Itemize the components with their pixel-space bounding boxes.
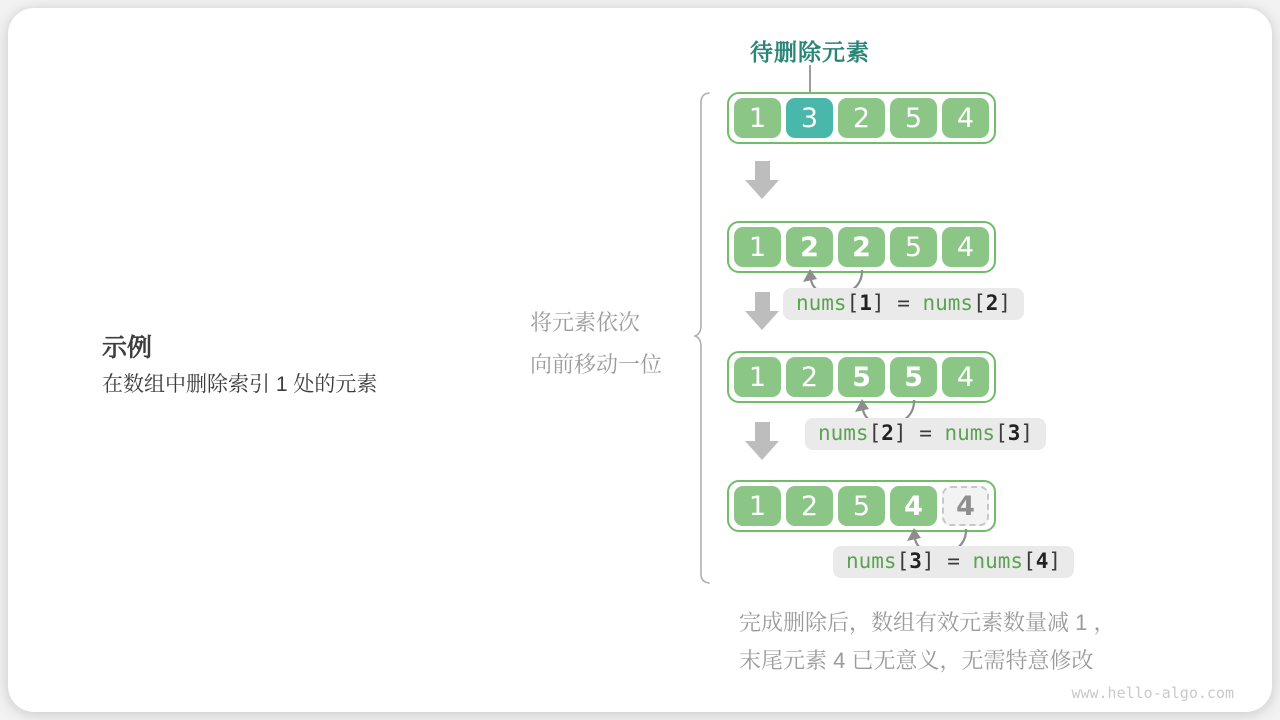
array-cell-source: 2 [838,227,885,267]
footer-note-line2: 末尾元素 4 已无意义，无需特意修改 [739,648,1094,673]
footer-note [739,604,1115,680]
array-cell: 1 [734,357,781,397]
array-cell: 2 [786,486,833,526]
label-connector-line [809,65,811,93]
assignment-label-1: nums[1] = nums[2] [783,288,1024,320]
shift-note-line2: 向前移动一位 [530,352,663,377]
array-state-3 [727,480,996,532]
example-title: 示例 [102,334,153,362]
array-cell: 4 [942,227,989,267]
array-cell: 2 [786,357,833,397]
down-arrow-icon [745,161,779,199]
array-cell: 4 [942,98,989,138]
array-cell: 5 [890,98,937,138]
array-state-1 [727,221,996,273]
array-state-2 [727,351,996,403]
array-cell-to-delete: 3 [786,98,833,138]
array-cell: 2 [838,98,885,138]
shift-note [530,302,662,386]
diagram-card [8,8,1272,712]
array-cell: 1 [734,486,781,526]
array-cell: 4 [942,357,989,397]
assignment-label-3: nums[3] = nums[4] [833,546,1074,578]
array-cell-source: 5 [890,357,937,397]
array-state-0 [727,92,996,144]
target-element-label: 待删除元素 [750,39,870,65]
watermark: www.hello-algo.com [1071,684,1234,702]
array-cell-moved: 5 [838,357,885,397]
array-cell-moved: 4 [890,486,937,526]
down-arrow-icon [745,422,779,460]
array-cell: 5 [838,486,885,526]
array-cell-moved: 2 [786,227,833,267]
example-description: 在数组中删除索引 1 处的元素 [102,373,378,396]
array-cell-stale: 4 [942,486,989,526]
array-cell: 5 [890,227,937,267]
footer-note-line1: 完成删除后，数组有效元素数量减 1 ， [739,610,1116,635]
assignment-label-2: nums[2] = nums[3] [805,418,1046,450]
shift-note-line1: 将元素依次 [530,310,641,335]
array-cell: 1 [734,227,781,267]
grouping-brace [694,92,712,584]
down-arrow-icon [745,292,779,330]
array-cell: 1 [734,98,781,138]
